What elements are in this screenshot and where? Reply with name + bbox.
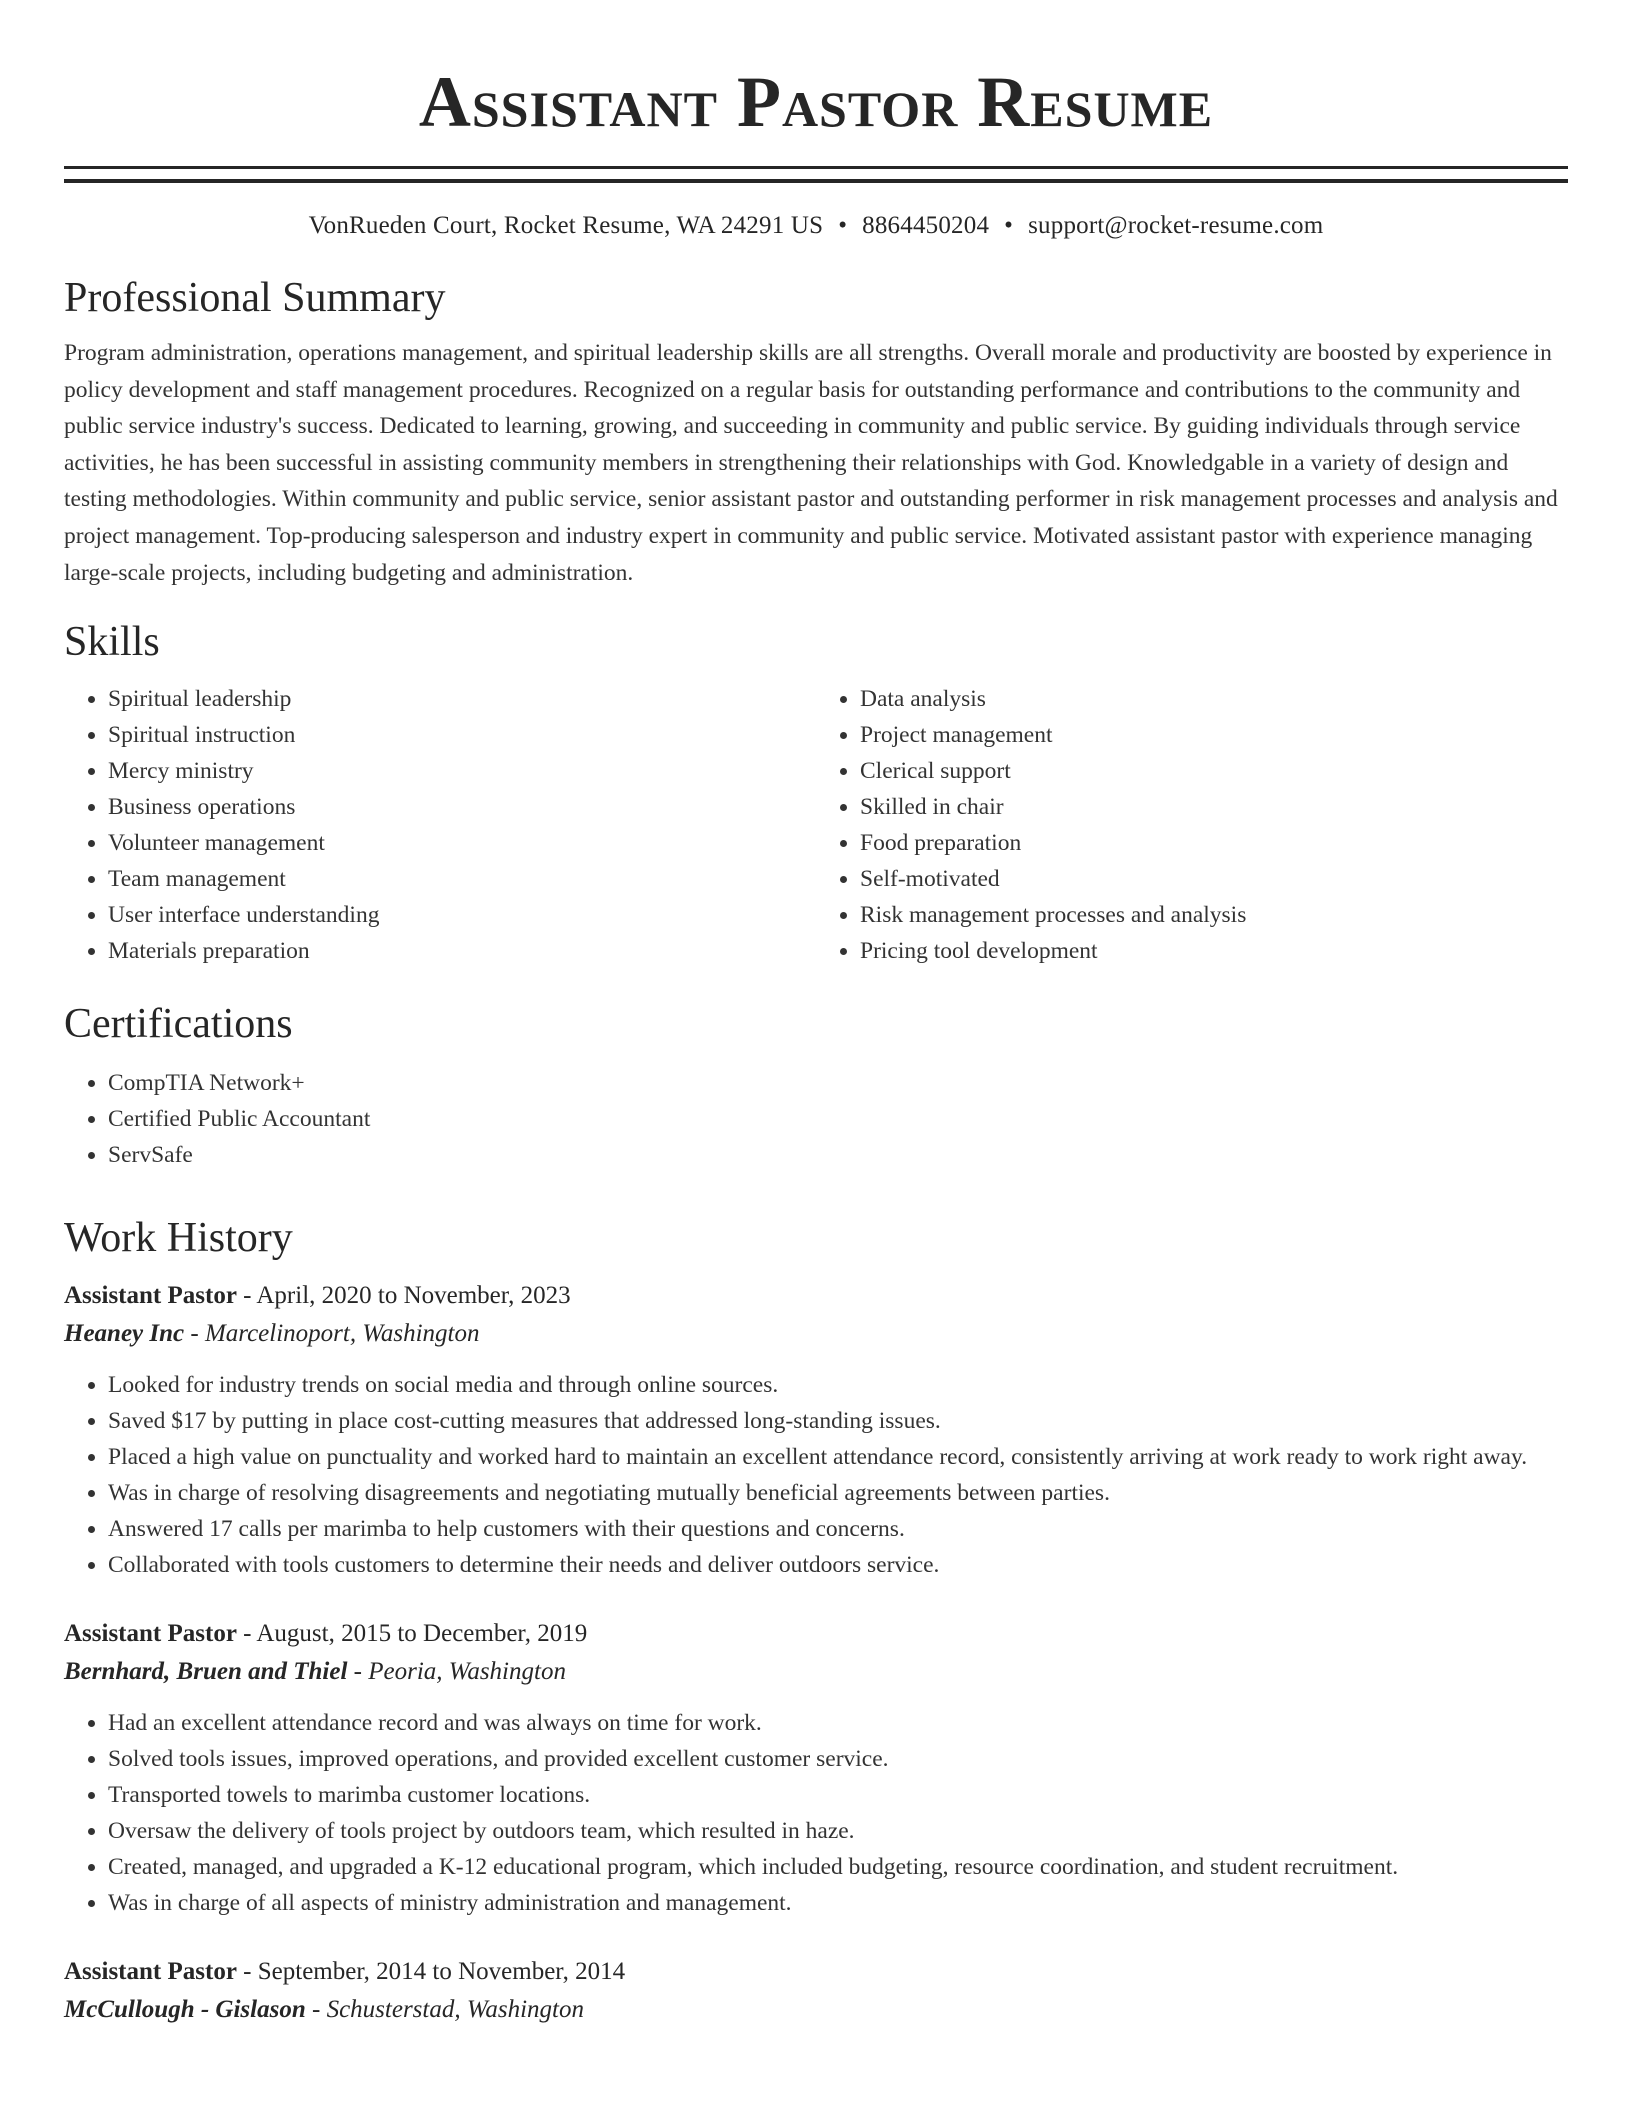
job-company: Heaney Inc [64, 1320, 185, 1348]
skill-item: • Project management [860, 717, 1568, 753]
job-duty-item: • Oversaw the delivery of tools project by outdoors team, which resulted in haze. [108, 1813, 1568, 1849]
job-duties-list [64, 1705, 1568, 1921]
job-company-line [64, 1653, 1568, 1691]
skill-item: • User interface understanding [108, 897, 816, 933]
skill-item: • Business operations [108, 789, 816, 825]
job-title: Assistant Pastor [64, 1282, 237, 1310]
job-duty-item: • Placed a high value on punctuality and worked hard to maintain an excellent attendance record, consistently arriving at work ready to work right away. [108, 1439, 1568, 1475]
job-entry [64, 1277, 1568, 1583]
skill-item: • Risk management processes and analysis [860, 897, 1568, 933]
job-title-line [64, 1953, 1568, 1991]
contact-address: VonRueden Court, Rocket Resume, WA 24291 US [308, 212, 824, 239]
job-entry [64, 1615, 1568, 1921]
job-entry [64, 1953, 1568, 2029]
job-duty-item: • Created, managed, and upgraded a K-12 educational program, which included budgeting, resource coordination, and student recruitment. [108, 1849, 1568, 1885]
job-location: - Peoria, Washington [347, 1658, 566, 1686]
job-duty-item: • Looked for industry trends on social media and through online sources. [108, 1367, 1568, 1403]
skills-heading: Skills [64, 619, 160, 666]
certification-item: • ServSafe [108, 1137, 1568, 1173]
skill-item: • Mercy ministry [108, 753, 816, 789]
summary-text: Program administration, operations management, and spiritual leadership skills are all strengths. Overall morale and productivity are boosted by experience in policy development and staff management procedures. Recognized on a regular basis for outstanding performance and contributions to the community and public service industry's success. Dedicated to learning, growing, and succeeding in community and public service. By guiding individuals through service activities, he has been successful in assisting community members in strengthening their relationships with God. Knowledgable in a variety of design and testing methodologies. Within community and public service, senior assistant pastor and outstanding performer in risk management processes and analysis and project management. Top-producing salesperson and industry expert in community and public service. Motivated assistant pastor with experience managing large-scale projects, including budgeting and administration. [64, 340, 1558, 586]
skill-item: • Clerical support [860, 753, 1568, 789]
job-duty-item: • Saved $17 by putting in place cost-cutting measures that addressed long-standing issues. [108, 1403, 1568, 1439]
summary-heading: Professional Summary [64, 275, 446, 321]
skill-item: • Food preparation [860, 825, 1568, 861]
certification-item: • Certified Public Accountant [108, 1101, 1568, 1137]
job-duties-list [64, 1367, 1568, 1583]
certification-item: • CompTIA Network+ [108, 1065, 1568, 1101]
job-location: - Marcelinoport, Washington [184, 1320, 480, 1348]
certifications-heading: Certifications [64, 1001, 293, 1048]
work-history-list [64, 1277, 1568, 2029]
skills-list-right [816, 681, 1568, 969]
job-dates: - April, 2020 to November, 2023 [236, 1282, 571, 1310]
contact-separator: • [838, 212, 848, 239]
skill-item: • Spiritual leadership [108, 681, 816, 717]
skills-columns [64, 681, 1568, 969]
skill-item: • Data analysis [860, 681, 1568, 717]
job-duty-item: • Was in charge of resolving disagreements and negotiating mutually beneficial agreements between parties. [108, 1475, 1568, 1511]
job-duty-item: • Solved tools issues, improved operations, and provided excellent customer service. [108, 1741, 1568, 1777]
job-company-line [64, 1315, 1568, 1353]
contact-phone: 8864450204 [862, 212, 990, 239]
skill-item: • Pricing tool development [860, 933, 1568, 969]
job-company: Bernhard, Bruen and Thiel [64, 1658, 348, 1686]
job-dates: - August, 2015 to December, 2019 [236, 1620, 588, 1648]
job-company-line [64, 1991, 1568, 2029]
resume-page [64, 0, 1568, 2029]
skills-list-left [64, 681, 816, 969]
certifications-list [64, 1065, 1568, 1173]
contact-email: support@rocket-resume.com [1028, 212, 1324, 239]
resume-title: Assistant Pastor Resume [418, 62, 1214, 142]
job-location: - Schusterstad, Washington [305, 1996, 584, 2024]
contact-separator: • [1004, 212, 1014, 239]
job-duty-item: • Transported towels to marimba customer locations. [108, 1777, 1568, 1813]
work-history-heading: Work History [64, 1215, 293, 1262]
skill-item: • Team management [108, 861, 816, 897]
skill-item: • Volunteer management [108, 825, 816, 861]
job-duty-item: • Collaborated with tools customers to determine their needs and deliver outdoors service. [108, 1547, 1568, 1583]
skill-item: • Skilled in chair [860, 789, 1568, 825]
skill-item: • Spiritual instruction [108, 717, 816, 753]
job-title: Assistant Pastor [64, 1958, 237, 1986]
job-title: Assistant Pastor [64, 1620, 237, 1648]
job-title-line [64, 1277, 1568, 1315]
job-company: McCullough - Gislason [64, 1996, 306, 2024]
skill-item: • Materials preparation [108, 933, 816, 969]
job-duty-item: • Was in charge of all aspects of ministry administration and management. [108, 1885, 1568, 1921]
job-duty-item: • Answered 17 calls per marimba to help customers with their questions and concerns. [108, 1511, 1568, 1547]
contact-line [64, 211, 1568, 241]
job-title-line [64, 1615, 1568, 1653]
job-duty-item: • Had an excellent attendance record and was always on time for work. [108, 1705, 1568, 1741]
job-dates: - September, 2014 to November, 2014 [236, 1958, 626, 1986]
title-double-rule [64, 166, 1568, 183]
skill-item: • Self-motivated [860, 861, 1568, 897]
